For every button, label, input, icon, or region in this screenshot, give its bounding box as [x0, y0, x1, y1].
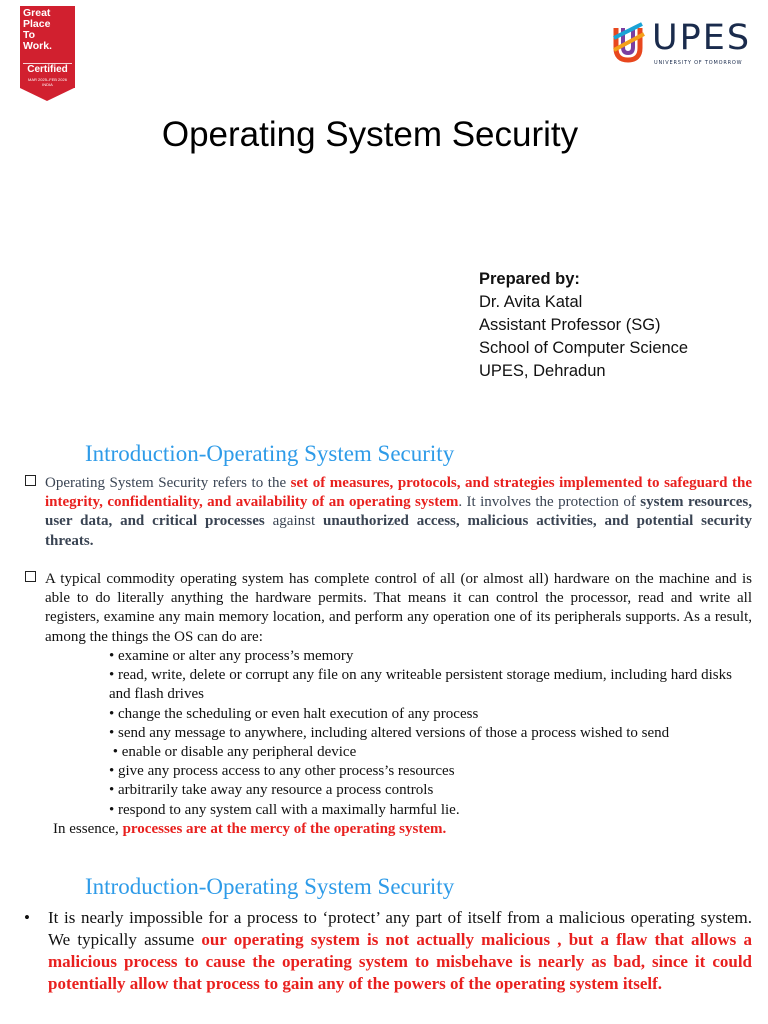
upes-emblem-icon: [610, 20, 650, 66]
text-run: Operating System Security refers to the: [45, 475, 291, 491]
badge-date-range: MAR 2025–FEB 2026: [28, 77, 67, 82]
list-item: • respond to any system call with a maximally harmful lie.: [109, 801, 460, 818]
checkbox-bullet-icon: [25, 571, 36, 582]
list-item: • arbitrarily take away any resource a process controls: [109, 782, 434, 799]
list-item: • enable or disable any peripheral device: [109, 744, 357, 761]
badge-certified: Certified: [27, 64, 68, 75]
malicious-os-paragraph: [48, 907, 752, 995]
bold-text: system resources, user data, and critical processes: [45, 494, 752, 530]
prepared-by-block: [479, 268, 688, 383]
essence-line: [53, 820, 446, 839]
upes-tagline: UNIVERSITY OF TOMORROW: [654, 60, 743, 66]
upes-wordmark: UPES: [652, 18, 752, 58]
text-run: It is nearly impossible for a process to ‘protect’ any part of itself from a malicious operating system. We typically assume: [48, 908, 752, 949]
checkbox-bullet-icon: [25, 475, 36, 486]
prepared-by-label: Prepared by:: [479, 270, 580, 288]
badge-country: INDIA: [42, 82, 53, 87]
os-control-paragraph: A typical commodity operating system has complete control of all (or almost all) hardware on the machine and is able to do literally anything the hardware permits. That means it can control the processor, read and write all registers, examine any main memory location, and perform any operation one of its peripherals supports. As a result, among the things the OS can do are:: [45, 571, 752, 645]
great-place-to-work-badge: [20, 6, 75, 101]
essence-prefix: In essence,: [53, 821, 123, 837]
badge-text: [23, 8, 73, 52]
author-role: Assistant Professor (SG): [479, 316, 661, 334]
upes-logo: [600, 14, 752, 76]
section-heading: Introduction-Operating System Security: [85, 441, 455, 466]
bullet-icon: •: [24, 908, 30, 927]
list-item: • read, write, delete or corrupt any file on any writeable persistent storage medium, including hard disks and flash drives: [109, 667, 732, 703]
author-department: School of Computer Science: [479, 339, 689, 357]
section-heading: Introduction-Operating System Security: [85, 874, 455, 899]
text-run: . It involves the protection of: [458, 494, 641, 511]
list-item: • examine or alter any process’s memory: [109, 648, 354, 664]
badge-tip: [20, 88, 74, 101]
badge-dates: [20, 77, 75, 87]
text-run: against: [264, 513, 323, 530]
emphasis-text: set of measures, protocols, and strategies implemented to safeguard the integrity, confidentiality, and availability of an operating system: [45, 475, 752, 511]
essence-emphasis: processes are at the mercy of the operating system.: [122, 821, 447, 837]
author-name: Dr. Avita Katal: [479, 293, 583, 311]
badge-line: Great: [23, 7, 51, 19]
page-title: Operating System Security: [161, 115, 579, 154]
badge-line: Place: [23, 18, 51, 30]
badge-line: Work.: [23, 40, 52, 52]
badge-line: To: [23, 29, 36, 41]
capability-list: [109, 647, 752, 820]
list-item: • change the scheduling or even halt execution of any process: [109, 705, 479, 722]
author-location: UPES, Dehradun: [479, 362, 606, 380]
list-item: • give any process access to any other process’s resources: [109, 763, 455, 780]
list-item: • send any message to anywhere, including altered versions of those a process wished to send: [109, 724, 670, 741]
emphasis-text: our operating system is not actually malicious , but a flaw that allows a malicious process to cause the operating system to misbehave is nearly as bad, since it could potentially allow that process to gain any of the powers of the operating system itself.: [48, 930, 752, 993]
bold-text: unauthorized access, malicious activities, and potential security threats.: [45, 513, 752, 549]
definition-paragraph: [45, 474, 752, 551]
